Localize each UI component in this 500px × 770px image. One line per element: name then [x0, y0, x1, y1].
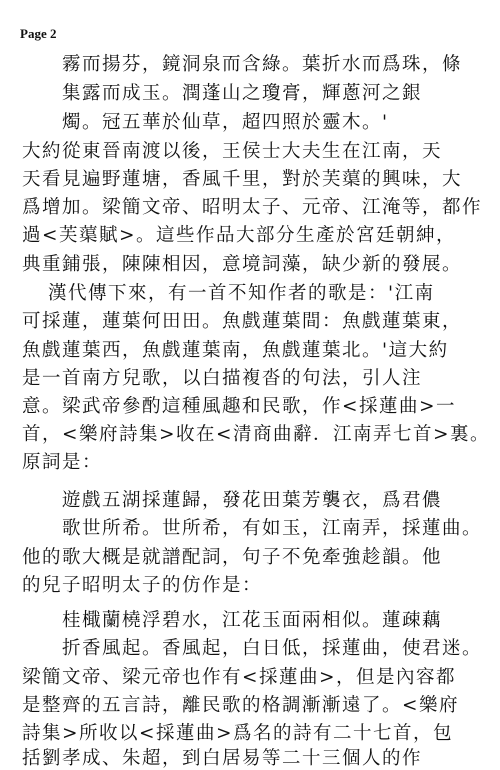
text-line: 意。梁武帝參酌這種風趣和民歌，作<採蓮曲>一 — [22, 396, 457, 417]
text-line: 歌世所希。世所希，有如玉，江南弄，採蓮曲。 — [62, 518, 483, 539]
text-line: 詩集>所收以<採蓮曲>爲名的詩有二十七首，包 — [22, 723, 454, 744]
text-line: 遊戲五湖採蓮歸，發花田葉芳襲衣，爲君儂 — [62, 490, 443, 511]
text-line: 折香風起。香風起，白日低，採蓮曲，使君迷。 — [62, 638, 483, 659]
text-line: 原詞是： — [22, 452, 103, 473]
text-line: 燭。冠五華於仙草，超四照於靈木。' — [62, 112, 389, 133]
text-line: 括劉孝成、朱超，到白居易等二十三個人的作 — [22, 748, 423, 769]
text-line: 魚戲蓮葉西，魚戲蓮葉南，魚戲蓮葉北。'這大約 — [22, 340, 449, 361]
text-line: 桂檝蘭橈浮碧水，江花玉面兩相似。蓮疎藕 — [62, 610, 443, 631]
text-line: 集露而成玉。潤蓬山之瓊膏，輝蔥河之銀 — [62, 83, 423, 104]
text-line: 首，<樂府詩集>收在<清商曲辭．江南弄七首>裏。 — [22, 424, 491, 445]
text-line: 霧而揚芬，鏡洞泉而含綠。葉折水而爲珠，條 — [62, 54, 463, 75]
text-line: 大約從東晉南渡以後，王侯士大夫生在江南，天 — [22, 141, 443, 162]
text-line: 典重鋪張，陳陳相因，意境詞藻，缺少新的發展。 — [22, 254, 463, 275]
text-line: 漢代傳下來，有一首不知作者的歌是：'江南 — [48, 283, 435, 304]
text-line: 過<芙蕖賦>。這些作品大部分生產於宮廷朝紳， — [22, 225, 457, 246]
text-line: 天看見遍野蓮塘，香風千里，對於芙蕖的興味，大 — [22, 169, 463, 190]
text-line: 他的歌大概是就譜配詞，句子不免牽強趁韻。他 — [22, 547, 443, 568]
text-line: 的兒子昭明太子的仿作是： — [22, 575, 263, 596]
page-number-label: Page 2 — [20, 26, 57, 41]
text-line: 爲增加。梁簡文帝、昭明太子、元帝、江淹等，都作 — [22, 197, 483, 218]
text-line: 梁簡文帝、梁元帝也作有<採蓮曲>，但是內容都 — [22, 667, 457, 688]
text-line: 是整齊的五言詩，離民歌的格調漸漸遠了。<樂府 — [22, 695, 460, 716]
text-line: 是一首南方兒歌，以白描複沓的句法，引人注 — [22, 368, 423, 389]
text-line: 可採蓮，蓮葉何田田。魚戲蓮葉間：魚戲蓮葉東， — [22, 311, 463, 332]
